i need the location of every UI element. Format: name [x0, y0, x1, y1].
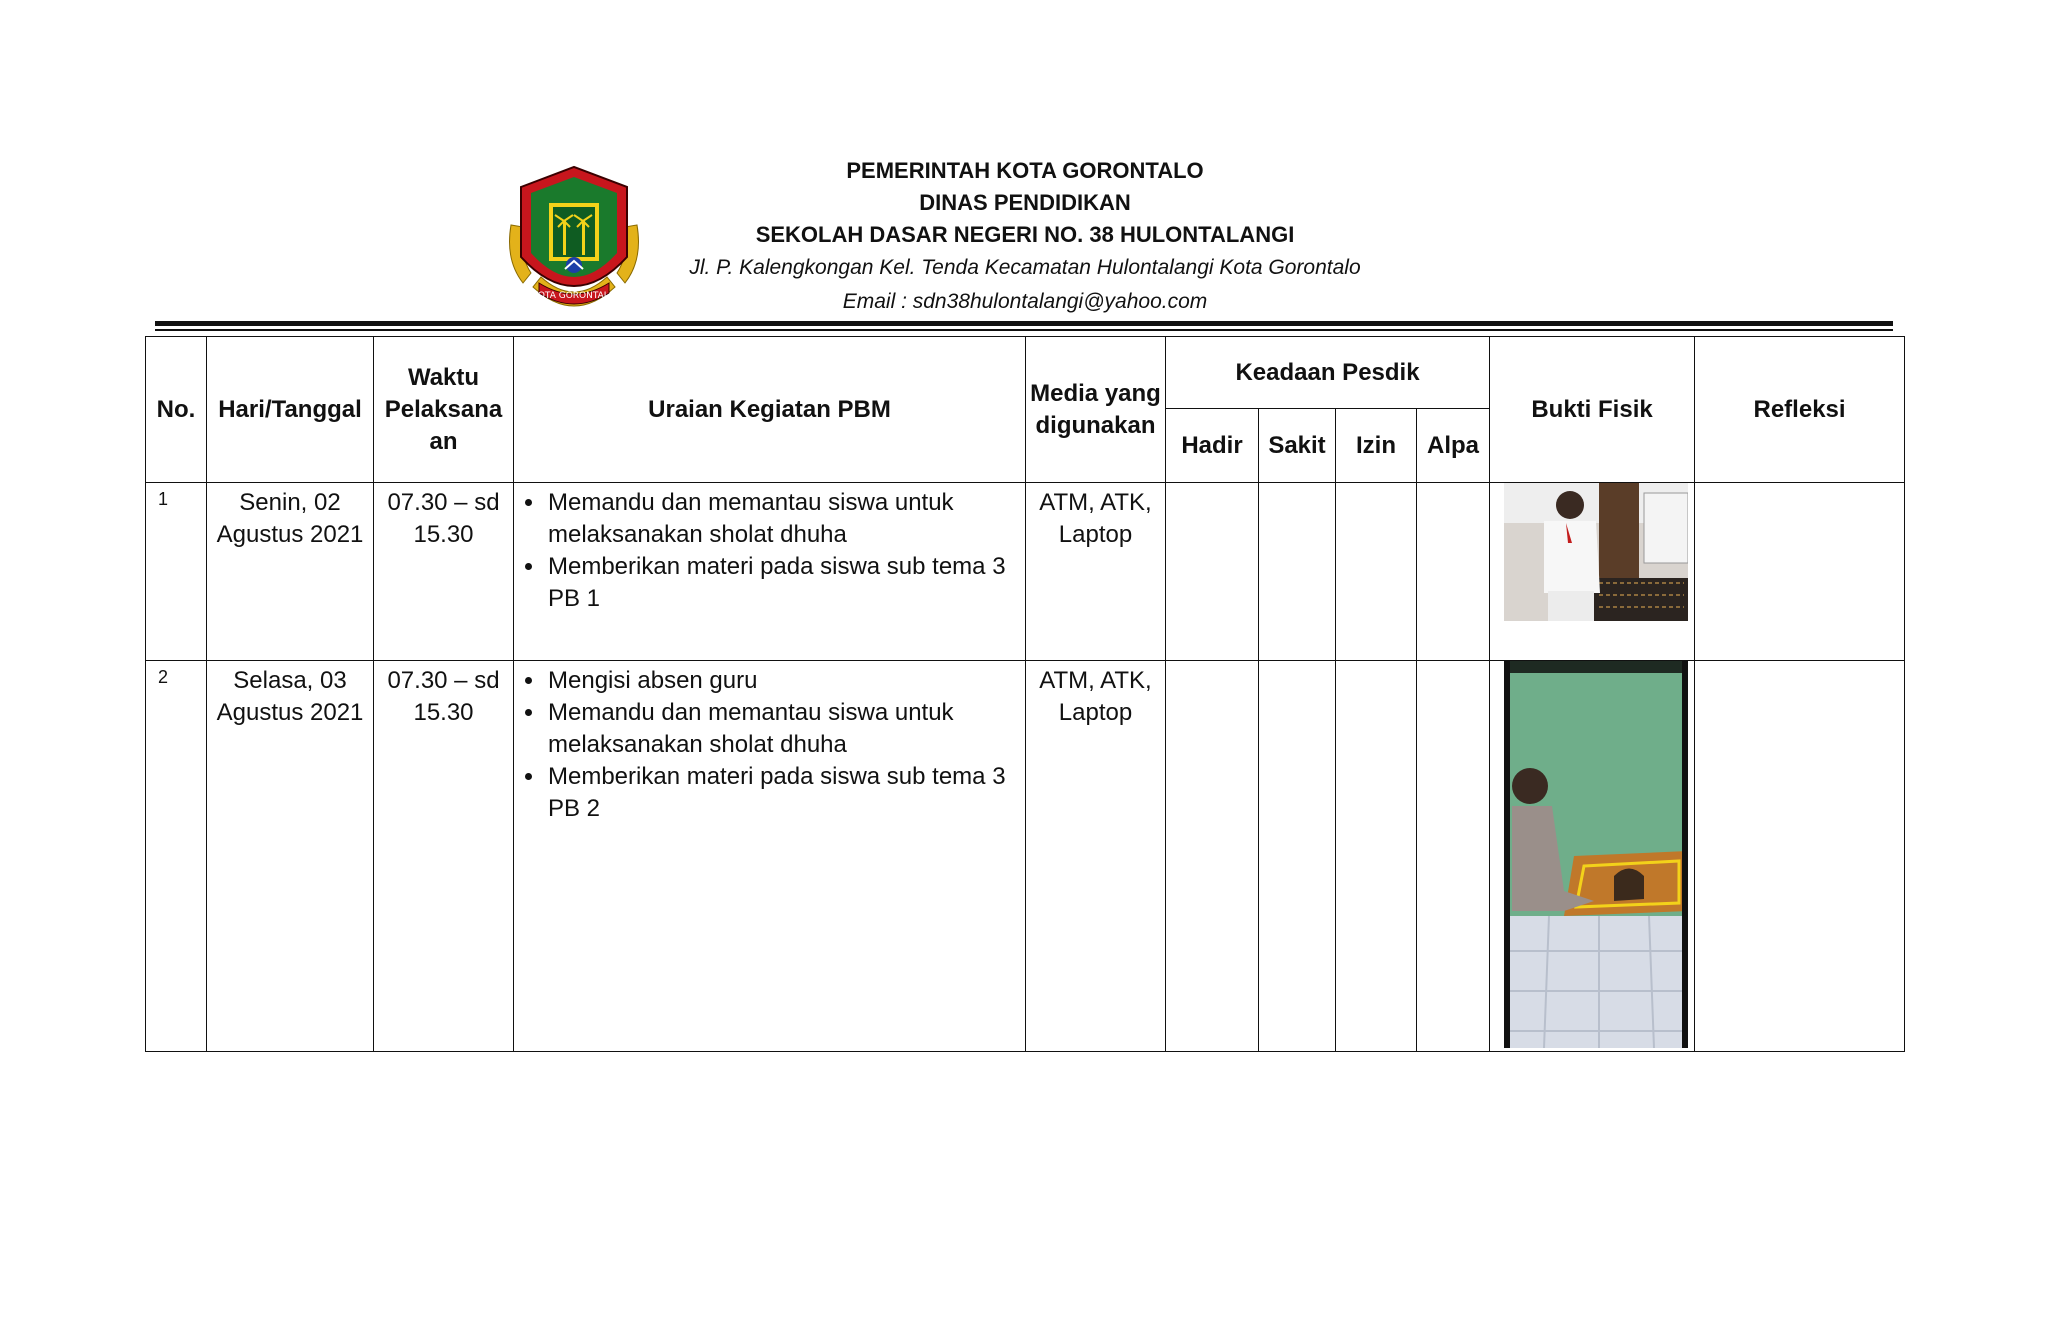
activity-item: • Mengisi absen guru	[546, 665, 1025, 697]
row-evidence	[1490, 661, 1695, 1052]
row-media: ATM, ATK, Laptop	[1026, 483, 1166, 661]
row-present	[1166, 661, 1259, 1052]
activity-item: • Memandu dan memantau siswa untuk melaksanakan sholat dhuha	[546, 697, 1025, 761]
school-name: SEKOLAH DASAR NEGERI NO. 38 HULONTALANGI	[755, 222, 1295, 247]
col-date: Hari/Tanggal	[207, 337, 374, 483]
row-time: 07.30 – sd 15.30	[374, 661, 514, 1052]
row-date: Selasa, 03 Agustus 2021	[207, 661, 374, 1052]
row-permit	[1336, 483, 1417, 661]
col-media: Media yang digunakan	[1026, 337, 1166, 483]
row-present	[1166, 483, 1259, 661]
emblem-caption: KOTA GORONTALO	[532, 291, 616, 301]
school-address: Jl. P. Kalengkongan Kel. Tenda Kecamatan Hulontalangi Kota Gorontalo	[689, 256, 1361, 279]
row-activities	[514, 483, 1026, 661]
row-activities	[514, 661, 1026, 1052]
row-sick	[1259, 483, 1336, 661]
letterhead-rule-thin	[155, 329, 1893, 331]
letterhead	[0, 155, 2048, 325]
school-email: Email : sdn38hulontalangi@yahoo.com	[842, 290, 1208, 313]
col-permit: Izin	[1336, 409, 1417, 483]
evidence-photo	[1504, 483, 1688, 621]
row-date: Senin, 02 Agustus 2021	[207, 483, 374, 661]
government-name: PEMERINTAH KOTA GORONTALO	[846, 158, 1204, 183]
evidence-photo	[1504, 661, 1688, 1048]
letterhead-rule-thick	[155, 321, 1893, 326]
row-reflection	[1695, 483, 1905, 661]
gorontalo-city-emblem	[503, 165, 645, 323]
table-row	[146, 483, 1905, 661]
row-permit	[1336, 661, 1417, 1052]
col-absent: Alpa	[1417, 409, 1490, 483]
col-time: Waktu Pelaksana an	[374, 337, 514, 483]
activity-journal-table	[145, 336, 1905, 1052]
row-time: 07.30 – sd 15.30	[374, 483, 514, 661]
row-evidence	[1490, 483, 1695, 661]
row-sick	[1259, 661, 1336, 1052]
row-media: ATM, ATK, Laptop	[1026, 661, 1166, 1052]
row-reflection	[1695, 661, 1905, 1052]
row-absent	[1417, 483, 1490, 661]
col-present: Hadir	[1166, 409, 1259, 483]
letterhead-text	[640, 155, 1410, 319]
header-row	[146, 337, 1905, 409]
col-attendance: Keadaan Pesdik	[1166, 337, 1490, 409]
table-row	[146, 661, 1905, 1052]
row-number: 1	[146, 483, 207, 661]
row-number: 2	[146, 661, 207, 1052]
activity-item: • Memberikan materi pada siswa sub tema 3 PB 2	[546, 761, 1025, 825]
col-no: No.	[146, 337, 207, 483]
row-absent	[1417, 661, 1490, 1052]
col-sick: Sakit	[1259, 409, 1336, 483]
col-evidence: Bukti Fisik	[1490, 337, 1695, 483]
col-reflection: Refleksi	[1695, 337, 1905, 483]
department-name: DINAS PENDIDIKAN	[919, 190, 1131, 215]
col-activities: Uraian Kegiatan PBM	[514, 337, 1026, 483]
activity-item: • Memandu dan memantau siswa untuk melaksanakan sholat dhuha	[546, 487, 1025, 551]
activity-item: • Memberikan materi pada siswa sub tema 3 PB 1	[546, 551, 1025, 615]
